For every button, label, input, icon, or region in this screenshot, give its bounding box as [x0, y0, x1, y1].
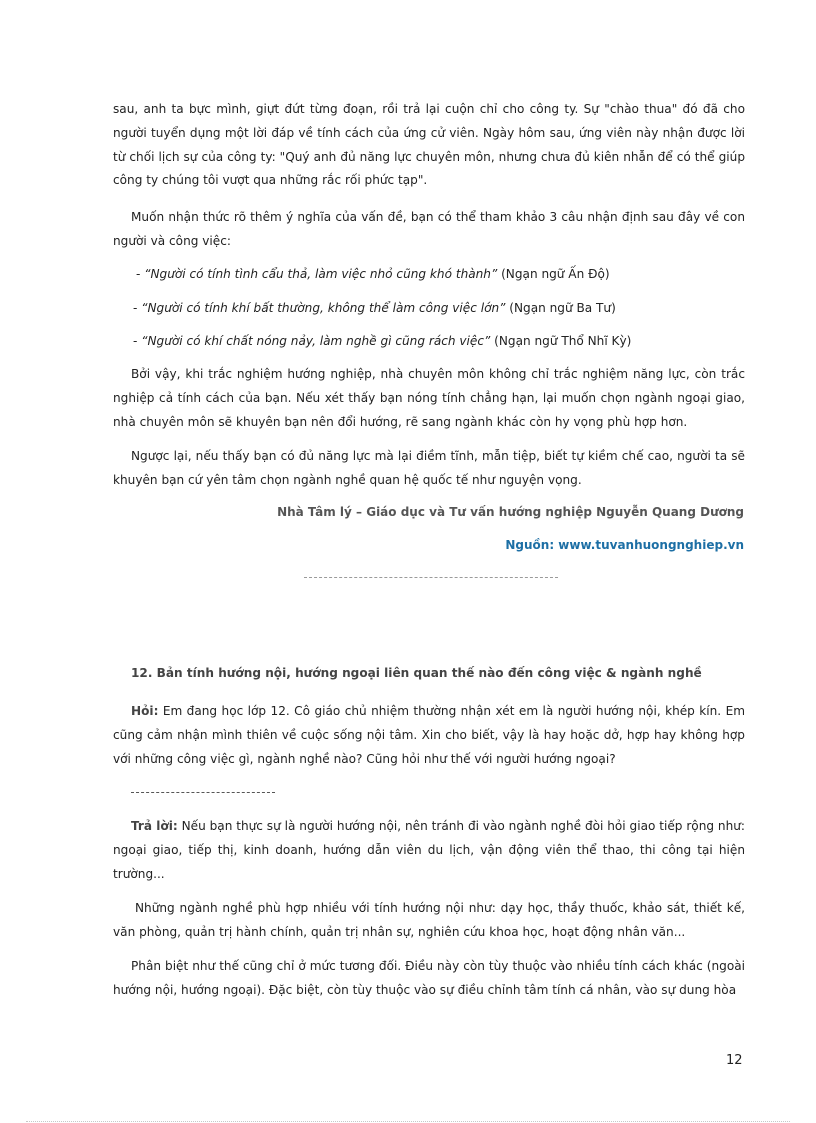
quote-text: “Người có khí chất nóng nảy, làm nghề gì cũng rách việc”	[141, 334, 491, 348]
source-link[interactable]: Nguồn: www.tuvanhuongnghiep.vn	[505, 538, 744, 552]
quote-item	[133, 329, 631, 353]
answer-label: Trả lời:	[131, 819, 178, 833]
quote-prefix: -	[133, 334, 142, 348]
paragraph-conversely: Ngược lại, nếu thấy bạn có đủ năng lực mà lại điềm tĩnh, mẫn tiệp, biết tự kiềm chế cao, người ta sẽ khuyên bạn cứ yên tâm chọn ngành nghề quan hệ quốc tế như nguyện vọng.	[113, 449, 745, 487]
quote-item	[133, 296, 616, 320]
short-divider	[131, 792, 275, 793]
section-heading: 12. Bản tính hướng nội, hướng ngoại liên quan thế nào đến công việc & ngành nghề	[131, 666, 702, 680]
question-text: Em đang học lớp 12. Cô giáo chủ nhiệm thường nhận xét em là người hướng nội, khép kín. Em cũng cảm nhận mình thiên về cuộc sống nội tâm. Xin cho biết, vậy là hay hoặc dở, hợp hay không hợp với những công việc gì, ngành nghề nào? Cũng hỏi như thế với người hướng ngoại?	[113, 704, 745, 766]
quote-item	[136, 262, 610, 286]
answer-paragraph	[113, 815, 745, 886]
quote-source: (Ngạn ngữ Ấn Độ)	[497, 267, 610, 281]
answer-text: Nếu bạn thực sự là người hướng nội, nên tránh đi vào ngành nghề đòi hỏi giao tiếp rộng như: ngoại giao, tiếp thị, kinh doanh, hướng dẫn viên du lịch, vận động viên thể thao, thi công tại hiện trường...	[113, 819, 745, 881]
page-number: 12	[726, 1053, 743, 1068]
author-signature: Nhà Tâm lý – Giáo dục và Tư vấn hướng nghiệp Nguyễn Quang Dương	[277, 505, 744, 519]
question-paragraph	[113, 700, 745, 771]
paragraph-therefore: Bởi vậy, khi trắc nghiệm hướng nghiệp, nhà chuyên môn không chỉ trắc nghiệm năng lực, còn trắc nghiệp cả tính cách của bạn. Nếu xét thấy bạn nóng tính chẳng hạn, lại muốn chọn ngành ngoại giao, nhà chuyên môn sẽ khuyên bạn nên đổi hướng, rẽ sang ngành khác còn hy vọng phù hợp hơn.	[113, 367, 745, 429]
paragraph-relative: Phân biệt như thế cũng chỉ ở mức tương đối. Điều này còn tùy thuộc vào nhiều tính cách khác (ngoài hướng nội, hướng ngoại). Đặc biệt, còn tùy thuộc vào sự điều chỉnh tâm tính cá nhân, vào sự dung hòa	[113, 959, 745, 997]
section-divider	[304, 577, 558, 578]
quote-text: “Người có tính tình cẩu thả, làm việc nhỏ cũng khó thành”	[144, 267, 498, 281]
quote-prefix: -	[133, 301, 142, 315]
quote-source: (Ngạn ngữ Thổ Nhĩ Kỳ)	[490, 334, 632, 348]
paragraph-reference: Muốn nhận thức rõ thêm ý nghĩa của vấn đề, bạn có thể tham khảo 3 câu nhận định sau đây về con người và công việc:	[113, 210, 745, 248]
question-label: Hỏi:	[131, 704, 159, 718]
paragraph-jobs: Những ngành nghề phù hợp nhiều với tính hướng nội như: dạy học, thầy thuốc, khảo sát, thiết kế, văn phòng, quản trị hành chính, quản trị nhân sự, nghiên cứu khoa học, hoạt động nhân văn...	[113, 901, 745, 939]
quote-source: (Ngạn ngữ Ba Tư)	[505, 301, 616, 315]
footer-border	[26, 1121, 790, 1122]
quote-text: “Người có tính khí bất thường, không thể làm công việc lớn”	[141, 301, 506, 315]
quote-prefix: -	[136, 267, 145, 281]
paragraph-intro: sau, anh ta bực mình, giựt đứt từng đoạn, rồi trả lại cuộn chỉ cho công ty. Sự "chào thua" đó đã cho người tuyển dụng một lời đáp về tính cách của ứng cử viên. Ngày hôm sau, ứng viên này nhận được lời từ chối lịch sự của công ty: "Quý anh đủ năng lực chuyên môn, nhưng chưa đủ kiên nhẫn để có thể giúp công ty chúng tôi vượt qua những rắc rối phức tạp".	[113, 102, 745, 188]
